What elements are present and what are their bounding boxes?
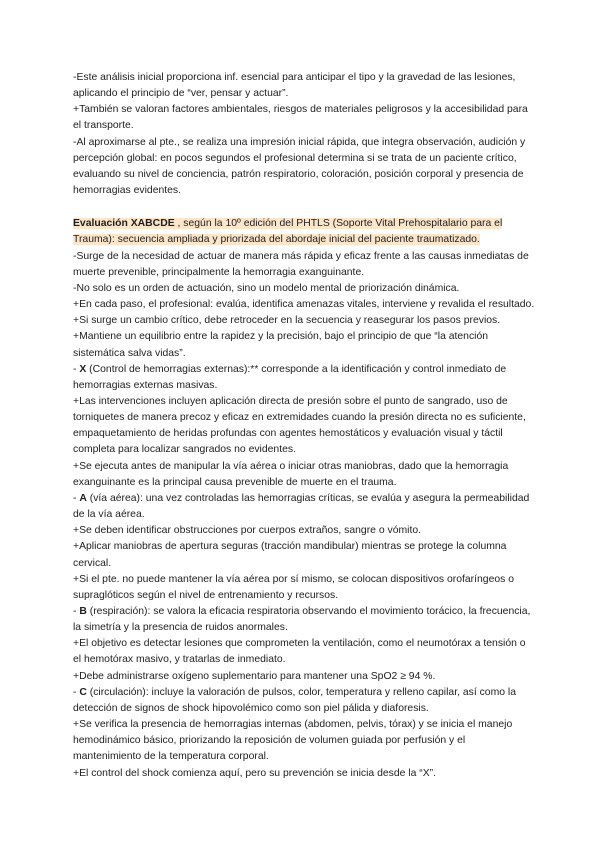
step-b-bullet: +Debe administrarse oxígeno suplementario para mantener una SpO2 ≥ 94 %.: [73, 670, 436, 682]
section-heading: [73, 216, 535, 248]
step-x-paragraph: - X (Control de hemorragias externas):** corresponde a la identificación y control inmediato de hemorragias externas masivas.: [73, 363, 507, 391]
general-bullet: +Mantiene un equilibrio entre la rapidez y la precisión, bajo el principio de que “la atención sistemática salva vidas”.: [73, 331, 489, 359]
step-a-paragraph: - A (vía aérea): una vez controladas las hemorragias críticas, se evalúa y asegura la permeabilidad de la vía aérea.: [73, 492, 530, 521]
step-a-letter: A: [79, 492, 87, 504]
step-a-bullet: +Aplicar maniobras de apertura seguras (tracción mandibular) mientras se protege la columna cervical.: [73, 541, 507, 569]
heading-description: , según la 10º edición del PHTLS (Soporte Vital Prehospitalario para el Trauma): secuencia ampliada y priorizada del abordaje inicial del paciente traumatizado.: [73, 218, 503, 246]
step-b-paragraph: - B (respiración): se valora la eficacia respiratoria observando el movimiento torácico, la frecuencia, la simetría y la presencia de ruidos anormales.: [73, 606, 531, 634]
step-a-bullet: +Se deben identificar obstrucciones por cuerpos extraños, sangre o vómito.: [73, 525, 421, 537]
step-a-text: (vía aérea): una vez controladas las hemorragias críticas, se evalúa y asegura la permeabilidad de la vía aérea.: [73, 492, 530, 521]
step-b-letter: B: [79, 606, 87, 617]
step-x-bullet: +Se ejecuta antes de manipular la vía aérea o iniciar otras maniobras, dado que la hemorragia exanguinante es la principal causa prevenible de muerte en el trauma.: [73, 460, 509, 488]
step-b-bullet: +El objetivo es detectar lesiones que comprometen la ventilación, como el neumotórax a tensión o el hemotórax masivo, y tratarlas de inmediato.: [73, 638, 526, 666]
heading-title: Evaluación XABCDE: [73, 218, 175, 230]
step-c-letter: C: [79, 686, 87, 698]
general-paragraph: -No solo es un orden de actuación, sino un modelo mental de priorización dinámica.: [73, 282, 460, 294]
step-c-bullet: +Se verifica la presencia de hemorragias internas (abdomen, pelvis, tórax) y se inicia el manejo hemodinámico básico, priorizando la reposición de volumen guiada por perfusión y el mantenimiento de la temperatura corporal.: [73, 719, 513, 763]
step-c-text: (circulación): incluye la valoración de pulsos, color, temperatura y relleno capilar, así como la detección de signos de shock hipovolémico como son piel pálida y diaforesis.: [73, 686, 516, 714]
intro-paragraph: -Este análisis inicial proporciona inf. esencial para anticipar el tipo y la gravedad de las lesiones, aplicando el principio de “ver, pensar y actuar”.: [73, 72, 516, 100]
document-page: [73, 70, 535, 782]
step-c-bullet: +El control del shock comienza aquí, pero su prevención se inicia desde la “X”.: [73, 767, 437, 779]
step-x-bullet: +Las intervenciones incluyen aplicación directa de presión sobre el punto de sangrado, uso de torniquetes de manera precoz y eficaz en extremidades cuando la presión directa no es suficiente, empaquetamiento de heridas profundas con agentes hemostáticos y evaluación visual y táctil completa para localizar sangrados no evidentes.: [73, 395, 526, 456]
step-b-text: (respiración): se valora la eficacia respiratoria observando el movimiento torácico, la frecuencia, la simetría y la presencia de ruidos anormales.: [73, 606, 531, 634]
general-bullet: +Si surge un cambio crítico, debe retroceder en la secuencia y reasegurar los pasos previos.: [73, 315, 501, 327]
intro-paragraph: -Al aproximarse al pte., se realiza una impresión inicial rápida, que integra observación, audición y percepción global: en pocos segundos el profesional determina si se trata de un paciente crítico, evaluando su nivel de conciencia, patrón respiratorio, coloración, posición corporal y presencia de hemorragias evidentes.: [73, 136, 526, 197]
general-paragraph: -Surge de la necesidad de actuar de manera más rápida y eficaz frente a las causas inmediatas de muerte prevenible, principalmente la hemorragia exanguinante.: [73, 250, 529, 278]
step-x-letter: X: [79, 363, 87, 375]
step-x-text: (Control de hemorragias externas):** corresponde a la identificación y control inmediato de hemorragias externas masivas.: [73, 363, 507, 391]
intro-bullet: +También se valoran factores ambientales, riesgos de materiales peligrosos y la accesibilidad para el transporte.: [73, 104, 528, 132]
step-c-paragraph: - C (circulación): incluye la valoración de pulsos, color, temperatura y relleno capilar, así como la detección de signos de shock hipovolémico como son piel pálida y diaforesis.: [73, 686, 516, 714]
step-a-bullet: +Si el pte. no puede mantener la vía aérea por sí mismo, se colocan dispositivos orofaríngeos o supraglóticos según el nivel de entrenamiento y recursos.: [73, 573, 514, 601]
paragraph-spacer: [73, 199, 535, 216]
general-bullet: +En cada paso, el profesional: evalúa, identifica amenazas vitales, interviene y revalida el resultado.: [73, 299, 535, 311]
